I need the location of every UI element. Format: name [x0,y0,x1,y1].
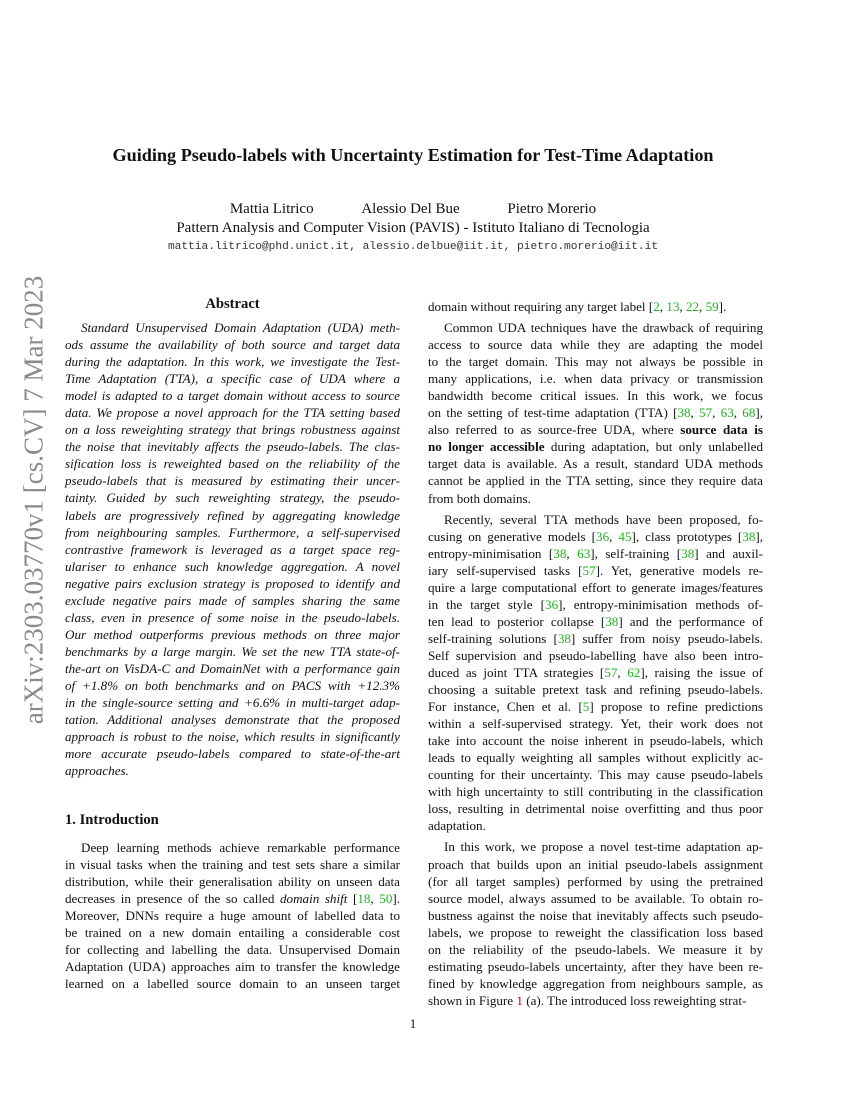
text-line: labels are progressively refined by aggregating knowledge [65,507,400,523]
text-line: Moreover, DNNs require a huge amount of labelled data to [65,908,400,924]
citation-link[interactable]: 38 [557,630,571,646]
text-line: duced as joint TTA strategies [57, 62], raising the issue of [428,664,763,680]
text-line: Time Adaptation (TTA), a specific case of UDA where a [65,371,400,387]
citation-link[interactable]: 18 [357,891,371,907]
citation-link[interactable]: 63 [577,545,591,561]
citation-link[interactable]: 57 [699,405,713,421]
text-line: the noise that inevitably affects the pseudo-labels. The clas- [65,439,400,455]
text-line: from both domains. [428,490,531,506]
text-line: Our method outperforms previous methods on three major [65,626,400,642]
paper-title: Guiding Pseudo-labels with Uncertainty Estimation for Test-Time Adaptation [112,145,714,165]
text-line: Standard Unsupervised Domain Adaptation (UDA) meth- [81,320,400,335]
text-line: on a loss reweighting strategy that brings robustness against [65,422,400,438]
text-line: decreases in presence of the so called domain shift [18, 50]. [65,891,401,907]
text-line: on the setting of test-time adaptation (TTA) [38, 57, 63, 68], [428,405,763,421]
paragraph [65,839,400,992]
text-line: choosing a suitable pretext task and refining pseudo-labels. [428,682,763,698]
text-line: Self supervision and pseudo-labelling have also been intro- [428,647,763,663]
text-line: For instance, Chen et al. [5] propose to refine predictions [428,699,763,715]
citation-link[interactable]: 38 [605,613,619,629]
text-line: estimating pseudo-labels uncertainty, after they have been re- [428,958,763,974]
text-line: Deep learning methods achieve remarkable performance [81,840,400,855]
text-line: entropy-minimisation [38, 63], self-training [38] and auxil- [428,545,763,561]
text-line: ten lead to posterior collapse [38] and the performance of [428,613,763,629]
introduction-heading: 1. Introduction [65,812,159,828]
citation-link[interactable]: 63 [720,405,734,421]
citation-link[interactable]: 50 [379,891,393,907]
text-line: approaches. [65,763,129,779]
text-line: for collecting and labelling the data. Unsupervised Domain [65,942,400,958]
text-line: learned on a labelled source domain to an unseen target [65,976,400,992]
text-line: access to source data while they are adapting the model [428,337,763,353]
text-line: model is adapted to a target domain without access to source [65,388,400,404]
citation-link[interactable]: 68 [742,405,756,421]
citation-link[interactable]: 5 [582,699,590,715]
author-name: Alessio Del Bue [361,201,460,217]
text-line: distribution, while their generalisation ability on unseen data [65,874,400,890]
text-line: (for all target samples) performed by using the pretrained [428,873,763,889]
text-line: during the adaptation. In this work, we investigate the Test- [65,354,400,370]
text-line: in visual tasks when the training and test sets share a similar [65,857,400,873]
text-line: quire a large computational effort to generate images/features [428,579,763,595]
text-line: also referred to as source-free UDA, where source data is [428,422,764,438]
text-line: take into account the noise inherent in pseudo-labels, which [428,733,763,749]
text-line: Adaptation (UDA) approaches aim to transfer the knowledge [65,959,400,975]
text-line: to the target domain. This may not always be possible in [428,354,763,370]
citation-link[interactable]: 38 [681,545,695,561]
figure-reference[interactable]: 1 [516,992,523,1008]
text-line: source model, always assumed to be available. To obtain ro- [428,890,763,906]
introduction-right-column [428,298,763,1013]
citation-link[interactable]: 2 [653,299,660,314]
text-line: Common UDA techniques have the drawback of requiring [444,320,763,336]
text-line: self-training solutions [38] suffer from noisy pseudo-labels. [428,630,763,646]
introduction-left-column [65,839,400,996]
citation-link[interactable]: 62 [627,664,641,680]
abstract-heading: Abstract [205,296,260,312]
citation-link[interactable]: 38 [553,545,567,561]
text-line: iary self-supervised tasks [57]. Yet, generative models re- [428,562,763,578]
text-line: shown in Figure 1 (a). The introduced loss reweighting strat- [428,992,747,1008]
text-line: leads to equally weighting all samples without explicitly ac- [428,750,763,766]
text-line: adaptation. [428,818,486,834]
citation-link[interactable]: 22 [685,299,700,314]
text-line: tation. Additional analyses demonstrate that the proposed [65,712,400,728]
paragraph [428,319,763,507]
text-line: bustness against the noise that inevitably affects such pseudo- [428,907,763,923]
text-line: domain without requiring any target label [2, 13, 22, 59]. [428,299,727,314]
text-line: on the reliability of the pseudo-labels. We measure it by [428,941,763,957]
text-line: labels, we propose to reweight the classification loss based [428,924,763,940]
text-line: in the single-source setting and +6.6% in multi-target adap- [65,695,400,711]
text-line: counting for their uncertainty. This may cause pseudo-labels [428,767,763,783]
text-line: be trained on a new domain entailing a considerable cost [65,925,400,941]
text-line: more accurate pseudo-labels compared to state-of-the-art [65,746,400,762]
abstract-body [65,319,400,783]
paragraph [428,838,763,1008]
text-line: within a self-supervised strategy. Yet, their work does not [428,716,763,732]
text-line: with high uncertainty to still contributing in the classification [428,784,763,800]
text-line: benchmarks by a large margin. We set the new TTA state-of- [65,643,400,659]
citation-link[interactable]: 13 [666,299,680,314]
paragraph [428,511,763,835]
text-line: approach is robust to the noise, which results in significantly [65,729,400,745]
text-line: ulariser to enhance such knowledge aggregation. A novel [65,558,400,574]
text-line: fined by knowledge aggregation from neighbours sample, as [428,975,763,991]
text-line: cannot be applied in the TTA setting, since they require data [428,473,763,489]
text-line: data. We propose a novel approach for the TTA setting based [65,405,400,421]
arxiv-identifier: arXiv:2303.03770v1 [cs.CV] 7 Mar 2023 [18,275,49,725]
citation-link[interactable]: 45 [618,528,632,544]
text-line: contrastive framework is leveraged as a target space reg- [65,541,400,557]
text-line: in the target style [36], entropy-minimisation methods of- [428,596,763,612]
text-line: tainty. Guided by such reweighting strategy, the pseudo- [65,490,400,506]
page-number: 1 [409,1016,417,1031]
text-line: Recently, several TTA methods have been proposed, fo- [444,511,763,527]
citation-link[interactable]: 38 [742,528,756,544]
text-line: many applications, i.e. when data privacy or transmission [428,371,763,387]
citation-link[interactable]: 59 [705,299,719,314]
text-line: sification loss is reweighted based on the reliability of the [65,456,400,472]
text-line: loss, resulting in detrimental noise overfitting and thus poor [428,801,763,817]
author-name: Pietro Morerio [507,201,597,217]
paragraph [65,319,400,779]
paragraph [428,298,763,315]
text-line: negative pairs exclusion strategy is proposed to identify and [65,575,400,591]
text-line: target data is available. As a result, standard UDA methods [428,456,763,472]
citation-link[interactable]: 38 [677,405,691,421]
author-list [0,201,826,218]
citation-link[interactable]: 57 [604,664,618,680]
text-line: cusing on generative models [36, 45], class prototypes [38], [428,528,764,544]
text-line: the-art on VisDA-C and DomainNet with a performance gain [65,660,400,676]
text-line: In this work, we propose a novel test-time adaptation ap- [444,839,763,855]
text-line: no longer accessible during adaptation, but only unlabelled [428,439,763,455]
text-line: pseudo-labels that is measured by estimating their uncer- [65,473,400,489]
citation-link[interactable]: 57 [582,562,596,578]
text-line: class, even in presence of some noise in the pseudo-labels. [65,609,400,625]
citation-link[interactable]: 36 [545,596,559,612]
citation-link[interactable]: 36 [596,528,610,544]
text-line: of +1.8% on both benchmarks and on PACS with +12.3% [65,677,400,693]
text-line: from neighbouring samples. Furthermore, a self-supervised [65,524,400,540]
text-line: exclude negative pairs made of samples sharing the same [65,592,400,608]
author-emails: mattia.litrico@phd.unict.it, alessio.delbue@iit.it, pietro.morerio@iit.it [167,241,659,253]
author-name: Mattia Litrico [229,201,314,217]
text-line: bandwidth become critical issues. In this work, we focus [428,388,763,404]
affiliation: Pattern Analysis and Computer Vision (PAVIS) - Istituto Italiano di Tecnologia [176,220,650,236]
text-line: proach that builds upon an initial pseudo-labels assignment [428,856,763,872]
text-line: ods assume the availability of both source and target data [65,337,400,353]
